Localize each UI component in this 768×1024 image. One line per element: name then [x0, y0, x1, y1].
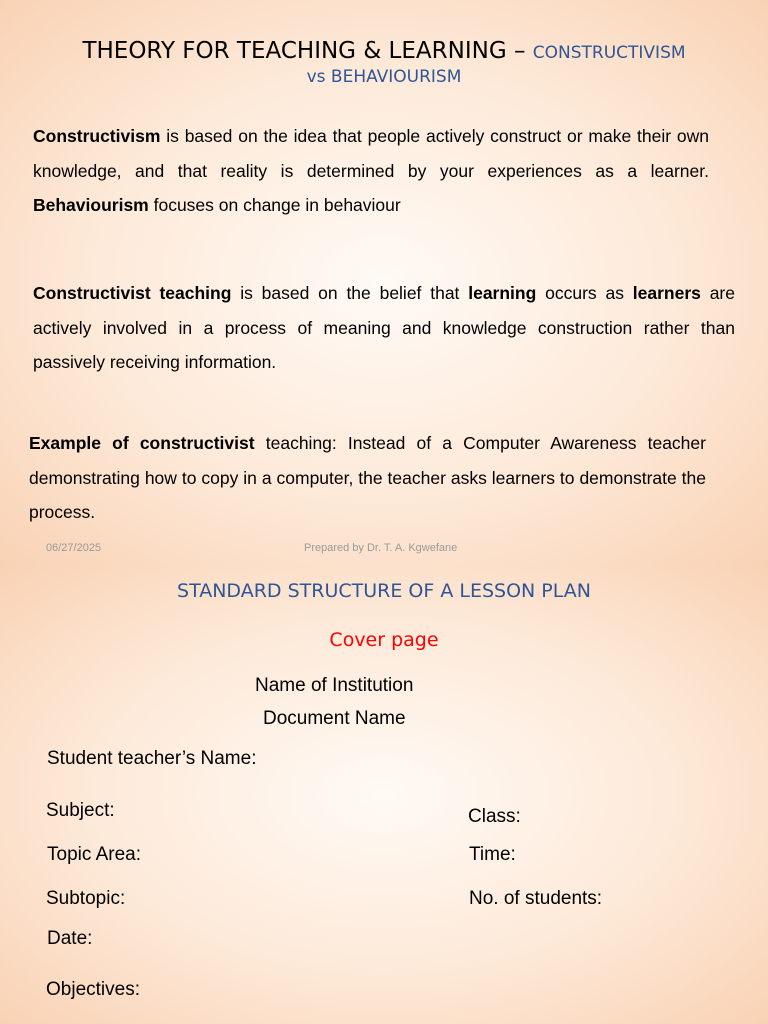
paragraph-text: are actively involved in a process of meaning and knowledge construction rather than passively receiving information. [33, 283, 735, 372]
term-constructivism: Constructivism [33, 126, 161, 146]
paragraph-text: occurs as [536, 283, 633, 303]
title-line2: vs BEHAVIOURISM [306, 67, 462, 87]
date-label: Date: [47, 928, 93, 949]
paragraph-text: focuses on change in behaviour [148, 195, 401, 215]
document-name-label: Document Name [263, 708, 406, 729]
paragraph-example [29, 426, 706, 530]
term-behaviourism: Behaviourism [33, 195, 149, 215]
title-subtitle: CONSTRUCTIVISM [532, 43, 686, 63]
class-label: Class: [468, 806, 521, 827]
footer-author: Prepared by Dr. T. A. Kgwefane [304, 542, 458, 554]
no-of-students-label: No. of students: [469, 888, 603, 909]
slide-heading: STANDARD STRUCTURE OF A LESSON PLAN [177, 580, 591, 602]
paragraph-constructivist-teaching [33, 276, 735, 380]
topic-area-label: Topic Area: [47, 844, 141, 865]
paragraph-text: teaching: Instead of a Computer Awareness teacher demonstrating how to copy in a computer, the teacher asks learners to demonstrate the process. [29, 433, 706, 522]
slide-title [0, 36, 768, 88]
term-learners: learners [632, 283, 701, 303]
term-example: Example of constructivist [29, 433, 255, 453]
footer-date: 06/27/2025 [46, 542, 102, 554]
paragraph-text: is based on the belief that [231, 283, 469, 303]
term-constructivist-teaching: Constructivist teaching [33, 283, 232, 303]
title-main: THEORY FOR TEACHING & LEARNING – [82, 38, 533, 64]
subject-label: Subject: [46, 800, 115, 821]
student-teacher-label: Student teacher’s Name: [47, 748, 257, 769]
objectives-label: Objectives: [46, 979, 140, 1000]
time-label: Time: [469, 844, 516, 865]
institution-label: Name of Institution [255, 675, 414, 696]
term-learning: learning [468, 283, 537, 303]
cover-page-label: Cover page [329, 629, 439, 651]
subtopic-label: Subtopic: [46, 888, 126, 909]
paragraph-text: is based on the idea that people actively construct or make their own knowledge, and that reality is determined by your experiences as a learner. [33, 126, 709, 181]
slide-lesson-plan [0, 566, 768, 1024]
paragraph-definitions [33, 119, 709, 223]
